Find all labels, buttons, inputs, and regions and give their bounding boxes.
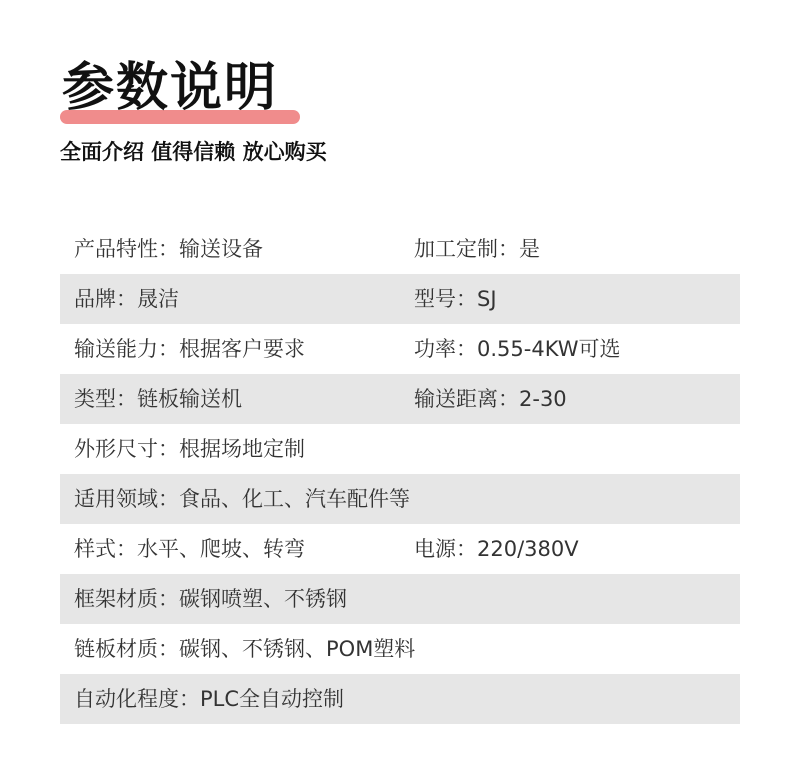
spec-table [60, 224, 740, 724]
spec-row [60, 424, 740, 474]
spec-left-cell: 框架材质：碳钢喷塑、不锈钢 [74, 587, 347, 611]
spec-row [60, 474, 740, 524]
page-title: 参数说明 [62, 58, 279, 118]
spec-left-cell: 自动化程度：PLC全自动控制 [74, 687, 345, 711]
spec-row [60, 624, 740, 674]
spec-right-cell: 加工定制：是 [414, 237, 540, 261]
spec-left-cell: 外形尺寸：根据场地定制 [74, 437, 305, 461]
spec-right-cell: 型号：SJ [414, 287, 497, 311]
spec-row [60, 574, 740, 624]
spec-row [60, 374, 740, 424]
spec-row [60, 224, 740, 274]
spec-left-cell: 适用领域：食品、化工、汽车配件等 [74, 487, 410, 511]
spec-row [60, 674, 740, 724]
title-block [60, 52, 300, 132]
spec-left-cell: 输送能力：根据客户要求 [74, 337, 305, 361]
spec-row [60, 524, 740, 574]
spec-left-cell: 品牌：晟洁 [74, 287, 179, 311]
spec-left-cell: 样式：水平、爬坡、转弯 [74, 537, 305, 561]
spec-right-cell: 电源：220/380V [414, 537, 579, 561]
spec-left-cell: 链板材质：碳钢、不锈钢、POM塑料 [74, 637, 416, 661]
spec-right-cell: 输送距离：2-30 [414, 387, 567, 411]
spec-row [60, 274, 740, 324]
spec-left-cell: 产品特性：输送设备 [74, 237, 263, 261]
spec-row [60, 324, 740, 374]
page-subtitle: 全面介绍 值得信赖 放心购买 [60, 140, 327, 164]
spec-left-cell: 类型：链板输送机 [74, 387, 242, 411]
spec-right-cell: 功率：0.55-4KW可选 [414, 337, 621, 361]
